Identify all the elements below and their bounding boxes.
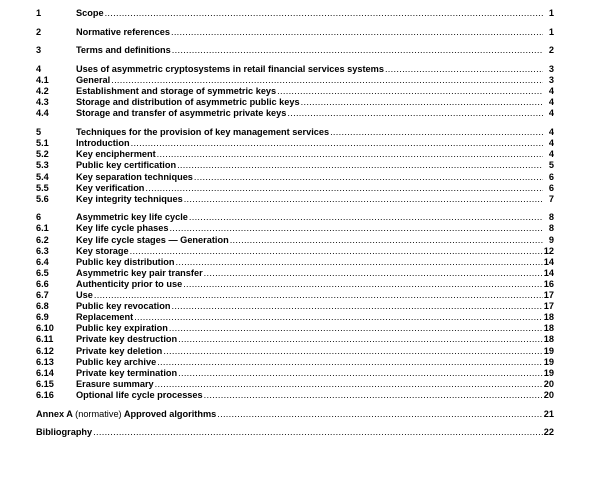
dot-leader — [130, 246, 543, 257]
toc-entry-title: Techniques for the provision of key management services — [76, 127, 330, 138]
toc-entry-number: 5.4 — [36, 171, 49, 182]
toc-entry-number: 6.6 — [36, 278, 49, 289]
toc-entry-number: 4.4 — [36, 108, 49, 119]
toc-spacer — [36, 205, 554, 213]
toc-entry-page: 4 — [548, 86, 554, 97]
toc-entry[interactable] — [36, 368, 554, 379]
toc-entry[interactable] — [36, 257, 554, 268]
toc-entry-title: Asymmetric key life cycle — [76, 212, 188, 223]
toc-entry-number: 6.9 — [36, 312, 49, 323]
toc-entry-page: 3 — [548, 75, 554, 86]
dot-leader — [157, 149, 543, 160]
annex-qualifier: (normative) — [75, 408, 122, 419]
annex-title-group — [36, 409, 216, 420]
toc-entry[interactable] — [36, 312, 554, 323]
toc-entry[interactable] — [36, 27, 554, 38]
toc-entry-page: 18 — [543, 323, 554, 334]
toc-entry[interactable] — [36, 183, 554, 194]
toc-entry[interactable] — [36, 127, 554, 138]
toc-entry-page: 17 — [543, 301, 554, 312]
toc-entry-number: 6.2 — [36, 234, 49, 245]
toc-entry-page: 4 — [548, 127, 554, 138]
dot-leader — [171, 27, 543, 38]
dot-leader — [177, 160, 543, 171]
toc-entry[interactable] — [36, 290, 554, 301]
dot-leader — [178, 334, 543, 345]
toc-entry-title: Key integrity techniques — [76, 193, 183, 204]
toc-annex-entry[interactable] — [36, 409, 554, 420]
toc-entry[interactable] — [36, 323, 554, 334]
toc-entry-number: 5.1 — [36, 138, 49, 149]
toc-entry-page: 12 — [543, 245, 554, 256]
toc-entry-number: 6.3 — [36, 245, 49, 256]
toc-entry[interactable] — [36, 45, 554, 56]
toc-entry-number: 6.11 — [36, 334, 54, 345]
toc-entry-title: Public key certification — [76, 160, 177, 171]
toc-entry[interactable] — [36, 246, 554, 257]
dot-leader — [189, 212, 543, 223]
toc-entry-page: 21 — [543, 408, 554, 419]
toc-entry-page: 6 — [548, 182, 554, 193]
toc-spacer — [36, 56, 554, 64]
toc-entry[interactable] — [36, 64, 554, 75]
toc-entry[interactable] — [36, 357, 554, 368]
dot-leader — [169, 223, 543, 234]
toc-entry-title: Public key archive — [76, 356, 157, 367]
toc-entry[interactable] — [36, 160, 554, 171]
toc-entry-title: Key encipherment — [76, 149, 156, 160]
dot-leader — [194, 172, 543, 183]
dot-leader — [204, 268, 543, 279]
toc-spacer — [36, 38, 554, 46]
dot-leader — [172, 45, 543, 56]
dot-leader — [204, 390, 543, 401]
bibliography-title: Bibliography — [36, 427, 93, 438]
toc-entry-number: 4.1 — [36, 75, 49, 86]
dot-leader — [330, 127, 543, 138]
toc-spacer — [36, 420, 554, 428]
toc-spacer — [36, 401, 554, 409]
toc-entry-page: 19 — [543, 345, 554, 356]
annex-name: Approved algorithms — [123, 408, 217, 419]
toc-entry-page: 4 — [548, 138, 554, 149]
toc-bibliography-entry[interactable] — [36, 427, 554, 438]
dot-leader — [155, 379, 543, 390]
toc-entry-title: Public key revocation — [76, 301, 171, 312]
dot-leader — [217, 409, 543, 420]
toc-entry-title: Private key deletion — [76, 345, 163, 356]
toc-entry-number: 5.3 — [36, 160, 49, 171]
toc-entry-page: 14 — [543, 256, 554, 267]
dot-leader — [178, 368, 543, 379]
toc-entry-number: 6.15 — [36, 378, 54, 389]
toc-entry-title: Storage and transfer of asymmetric private keys — [76, 108, 287, 119]
toc-entry[interactable] — [36, 223, 554, 234]
toc-entry-page: 20 — [543, 389, 554, 400]
toc-entry-page: 1 — [548, 8, 554, 18]
toc-entry-title: Asymmetric key pair transfer — [76, 267, 203, 278]
dot-leader — [171, 301, 542, 312]
toc-entry-number: 6.13 — [36, 356, 54, 367]
toc-entry-number: 6.12 — [36, 345, 54, 356]
toc-entry-page: 16 — [543, 278, 554, 289]
dot-leader — [145, 183, 543, 194]
toc-entry-title: Key verification — [76, 182, 145, 193]
toc-entry-title: Public key distribution — [76, 256, 175, 267]
toc-entry[interactable] — [36, 346, 554, 357]
toc-entry-title: Scope — [76, 8, 104, 18]
toc-entry-number: 5.2 — [36, 149, 49, 160]
dot-leader — [184, 194, 543, 205]
toc-entry[interactable] — [36, 390, 554, 401]
toc-entry-page: 18 — [543, 312, 554, 323]
toc-entry-number: 3 — [36, 45, 42, 56]
toc-entry-title: Private key termination — [76, 367, 178, 378]
toc-entry-number: 6.10 — [36, 323, 54, 334]
toc-entry[interactable] — [36, 212, 554, 223]
toc-entry-title: Key storage — [76, 245, 129, 256]
toc-entry-number: 4 — [36, 64, 42, 75]
toc-entry[interactable] — [36, 75, 554, 86]
toc-entry-number: 5.5 — [36, 182, 49, 193]
toc-entry-page: 2 — [548, 45, 554, 56]
dot-leader — [111, 75, 543, 86]
toc-entry[interactable] — [36, 149, 554, 160]
toc-entry-page: 14 — [543, 267, 554, 278]
toc-entry[interactable] — [36, 279, 554, 290]
dot-leader — [163, 346, 542, 357]
toc-entry-page: 19 — [543, 367, 554, 378]
toc-entry-page: 18 — [543, 334, 554, 345]
toc-entry-page: 1 — [548, 26, 554, 37]
toc-spacer — [36, 120, 554, 128]
toc-entry[interactable] — [36, 194, 554, 205]
toc-entry-number: 2 — [36, 26, 42, 37]
toc-entry-page: 5 — [548, 160, 554, 171]
toc-entry-number: 4.2 — [36, 86, 49, 97]
toc-entry-page: 22 — [543, 427, 554, 438]
toc-entry-number: 6.7 — [36, 290, 49, 301]
toc-entry-page: 9 — [548, 234, 554, 245]
toc-entry-title: Storage and distribution of asymmetric public keys — [76, 97, 300, 108]
dot-leader — [131, 138, 543, 149]
toc-entry[interactable] — [36, 379, 554, 390]
dot-leader — [93, 427, 543, 438]
dot-leader — [169, 323, 543, 334]
toc-entry-title: Public key expiration — [76, 323, 168, 334]
toc-spacer — [36, 19, 554, 27]
toc-entry-title: Private key destruction — [76, 334, 178, 345]
toc-entry-number: 6.5 — [36, 267, 49, 278]
toc-entry-number: 6.1 — [36, 223, 49, 234]
toc-entry-page: 20 — [543, 378, 554, 389]
toc-entry-page: 3 — [548, 64, 554, 75]
toc-entry-title: Introduction — [76, 138, 130, 149]
dot-leader — [287, 108, 543, 119]
dot-leader — [183, 279, 543, 290]
toc-entry-number: 5.6 — [36, 193, 49, 204]
dot-leader — [301, 97, 543, 108]
dot-leader — [385, 64, 543, 75]
dot-leader — [230, 235, 543, 246]
toc-entry-title: Establishment and storage of symmetric keys — [76, 86, 277, 97]
toc-entry-page: 4 — [548, 149, 554, 160]
toc-entry-title: Erasure summary — [76, 378, 154, 389]
dot-leader — [94, 290, 543, 301]
toc-entry-number: 6.4 — [36, 256, 49, 267]
toc-entry-title: Uses of asymmetric cryptosystems in retail financial services systems — [76, 64, 384, 75]
toc-entry[interactable] — [36, 172, 554, 183]
toc-entry-page: 8 — [548, 212, 554, 223]
dot-leader — [157, 357, 543, 368]
toc-entry-title: Normative references — [76, 26, 170, 37]
toc-entry[interactable] — [36, 235, 554, 246]
toc-entry-number: 6 — [36, 212, 42, 223]
toc-entry-title: Optional life cycle processes — [76, 389, 203, 400]
toc-entry-page: 6 — [548, 171, 554, 182]
dot-leader — [134, 312, 543, 323]
toc-entry[interactable] — [36, 108, 554, 119]
toc-entry-number: 6.14 — [36, 367, 54, 378]
toc-entry-page: 7 — [548, 193, 554, 204]
toc-entry-title: Key life cycle stages — Generation — [76, 234, 229, 245]
table-of-contents — [36, 8, 554, 438]
toc-entry[interactable] — [36, 8, 554, 19]
dot-leader — [277, 86, 543, 97]
toc-entry[interactable] — [36, 268, 554, 279]
toc-entry-number: 4.3 — [36, 97, 49, 108]
toc-entry-page: 8 — [548, 223, 554, 234]
toc-entry-title: Authenticity prior to use — [76, 278, 183, 289]
toc-entry-page: 4 — [548, 97, 554, 108]
toc-entry-page: 17 — [543, 290, 554, 301]
toc-entry-page: 19 — [543, 356, 554, 367]
toc-entry-title: General — [76, 75, 111, 86]
toc-entry-number: 1 — [36, 8, 42, 18]
toc-entry-title: Key separation techniques — [76, 171, 193, 182]
toc-entry[interactable] — [36, 86, 554, 97]
toc-entry-title: Use — [76, 290, 93, 301]
toc-entry-title: Key life cycle phases — [76, 223, 169, 234]
toc-entry-page: 4 — [548, 108, 554, 119]
toc-entry[interactable] — [36, 138, 554, 149]
toc-entry-number: 6.16 — [36, 389, 54, 400]
toc-entry[interactable] — [36, 97, 554, 108]
dot-leader — [105, 8, 543, 19]
annex-label: Annex A — [36, 408, 73, 419]
dot-leader — [176, 257, 543, 268]
toc-entry-title: Replacement — [76, 312, 134, 323]
toc-entry[interactable] — [36, 334, 554, 345]
toc-entry[interactable] — [36, 301, 554, 312]
toc-entry-title: Terms and definitions — [76, 45, 171, 56]
toc-entry-number: 6.8 — [36, 301, 49, 312]
toc-entry-number: 5 — [36, 127, 42, 138]
